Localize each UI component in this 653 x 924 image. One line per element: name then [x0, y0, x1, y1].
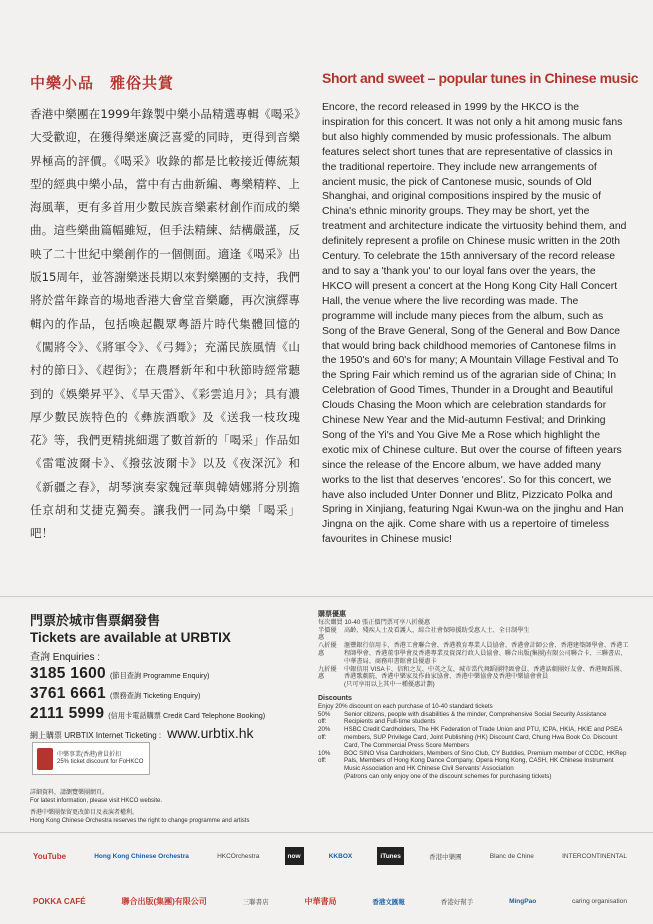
badge-line-en: 25% ticket discount for FoHKCO [57, 758, 144, 765]
joint-publishing-logo-icon: 三聯書店 [242, 898, 269, 906]
discount-heading-cn: 購票優惠 [318, 611, 346, 618]
hkco-logo-icon: 香港中樂團 [429, 853, 462, 861]
phone-number: 2111 5999 [30, 705, 105, 722]
discount-row: 20% off: HSBC Credit Cardholders, The HK Federation of Trade Union and PTU, ICPA, HKIA, HKIE and PSEA members, SUP Privilege Card, Joint Publishing (HK) Discount Card, Chung Hwa Book Co. Discount Card, The Commercial Press Score Members [318, 726, 622, 749]
sponsor-logos-row-2 [30, 892, 630, 910]
discount-row: (只可享用以上其中一種優惠計劃) [344, 681, 435, 689]
note-cn-1: 詳細資料，請瀏覽樂團網頁。 [30, 790, 109, 796]
discount-row: 50% off: Senior citizens, people with disabilities & the minder, Comprehensive Social Security Assistance Recipients and Full-time students [318, 710, 607, 726]
helper-logo-icon: 香港好幫手 [440, 898, 474, 906]
caring-organisation-logo-icon: caring organisation [572, 897, 627, 905]
discount-intro-en: Enjoy 20% discount on each purchase of 10-40 standard tickets [318, 702, 493, 710]
wenweipo-logo-icon: 香港文匯報 [372, 898, 405, 906]
youtube-logo-icon[interactable]: YouTube [33, 851, 67, 861]
facebook-logo-icon[interactable]: Hong Kong Chinese Orchestra [94, 852, 189, 860]
phone-note: (信用卡電話購票 Credit Card Telephone Booking) [108, 711, 266, 720]
mingpao-logo-icon: MingPao [509, 897, 537, 905]
enquiries-label: 查詢 Enquiries : [30, 652, 101, 663]
phone-note: (節目查詢 Programme Enquiry) [109, 671, 210, 680]
internet-label: 網上購票 URBTIX Internet Ticketing : [30, 731, 162, 740]
sup-logo-icon: 聯合出版(集團)有限公司 [121, 896, 207, 906]
discount-row: 半價優惠 高齡、殘疾人士及看護人、綜合社會保障援助受惠人士、全日制學生 [318, 626, 530, 642]
pokka-cafe-logo-icon: POKKA CAFÉ [33, 896, 86, 906]
chung-hwa-logo-icon: 中華書局 [304, 896, 337, 906]
chinese-title: 中樂小品 雅俗共賞 [30, 74, 175, 92]
tickets-heading-en: Tickets are available at URBTIX [30, 630, 231, 645]
phone-row [30, 685, 305, 703]
discount-info [318, 611, 630, 781]
badge-line-cn: 中樂事業(香港)會員折扣 [57, 751, 121, 758]
divider [0, 832, 653, 833]
discount-row: (Patrons can only enjoy one of the discount schemes for purchasing tickets) [344, 772, 552, 780]
intercontinental-logo-icon: INTERCONTINENTAL [562, 852, 627, 860]
phone-number: 3185 1600 [30, 665, 106, 682]
twitter-logo-icon[interactable]: HKCOrchestra [217, 852, 260, 860]
sponsor-logos-row-1 [30, 847, 630, 865]
discount-row: 八折優惠 滙豐銀行信用卡、香港工會聯合會、香港教育專業人員協會、香港會計師公會、香港建築師學會、香港工程師學會、香港董事學會及香港專業及資深行政人員協會、聯合出版(集團)有限公司聯合卡、三聯書店、中華書局、商務印書館會員優惠卡 [318, 642, 629, 665]
english-title: Short and sweet – popular tunes in Chinese music [322, 70, 639, 86]
chinese-body: 香港中樂團在1999年錄製中樂小品精選專輯《喝采》大受歡迎，在獲得樂迷廣泛喜愛的同時，更得到音樂界極高的評價。《喝采》收錄的都是比較接近傳統類型的經典中樂小品，當中有古曲新編、粵樂精粹、上海風華，更有多首用少數民族音樂素材創作而成的樂曲。這些樂曲篇幅雖短，但手法精練、結構嚴謹，反映了二十世紀中樂創作的一個側面。適逢《喝采》出版15周年，並答謝樂迷長期以來對樂團的支持，我們將於當年錄音的場地香港大會堂音樂廳，再次演繹專輯內的作品，包括喚起觀眾粵語片時代集體回憶的《闖將令》、《將軍令》、《弓舞》；充滿民族風情《山村的節日》、《趕街》；在農曆新年和中秋節時經常聽到的《娛樂昇平》、《旱天雷》、《彩雲追月》；具有濃厚少數民族特色的《彝族酒歌》及《送我一枝玫瑰花》等，我們更精挑細選了數首新的「喝采」作品如《雷電波爾卡》、《撥弦波爾卡》以及《夜深沉》和《新疆之春》，胡琴演奏家魏冠華與韓婧娜將分別擔任京胡和艾捷克獨奏。讓我們一同為中樂「喝采」吧！ [30, 107, 300, 541]
now-tv-logo-icon: now [285, 847, 304, 865]
note-en-1: For latest information, please visit HKCO website. [30, 797, 163, 804]
fohkco-logo-icon [37, 748, 53, 770]
internet-ticketing [30, 725, 305, 741]
divider [0, 596, 653, 597]
discount-row: 10% off: BOC SINO Visa Cardholders, Members of Sino Club, CY Buddies, Premium member of CCDC, HKRep Pals, Members of Hong Kong Dance Company, Opera Hong Kong, CASH, HK Chinese Instrument Music Association and HK Chinese Civil Servants' Association [318, 749, 627, 773]
kkbox-logo-icon: KKBOX [328, 852, 353, 860]
ticket-info [30, 610, 305, 741]
notes [30, 790, 300, 825]
friends-discount-badge [32, 742, 150, 775]
phone-row [30, 705, 305, 723]
phone-row [30, 665, 305, 683]
discount-intro-cn: 每次購買 10-40 張正價門票可享八折優惠 [318, 618, 431, 626]
tickets-heading-cn: 門票於城市售票網發售 [30, 614, 161, 629]
english-paragraph: Encore, the record released in 1999 by the HKCO is the inspiration for this concert. It was not only a hit among music fans but also highly commended by music professionals. The album features select short tunes that are representative of classics in the traditional repertoire. They include new arrangements of ancient music, the pick of Cantonese music, sounds of Old Shanghai, and original compositions inspired by the music of China's ethnic minority groups. They may be short, yet the treatment and architecture indicate the virtuosity behind them, and definitely represent a profile on Chinese music written in the 20th Century. To celebrate the 15th anniversary of the record release and to say a 'thank you' to our loyal fans over the years, the HKCO will present a concert at the Hong Kong City Hall Concert Hall, the venue where the live recording was made. The programme will include many pieces from the album, such as Song of the Brave General, Song of the General and Bow Dance that would bring back childhood memories of Cantonese films in the 1950's and 60's for many; A Mountain Village Festival and To the Spring Fair which remind us of the agrarian side of China; In Celebration of Good Times, Thunder in a Drought and Beautiful Clouds Chasing the Moon which are celebration standards for Chinese New Year and the Mid-autumn Festival; and Drinking Song of the Yi's and You Give Me a Rose which highlight the exotic mix of Chinese culture. But over the course of fifteen years since the release of the Encore album, we have added many works to the list that deserves 'encores'. So for this concert, we have also included Unter Donner und Blitz, Pizzicato Polka and Spring in Xinjiang, featuring Ngai Kwun-wa on the jinghu and Han Jingna on the ajik. Come share with us a repertoire of timeless favourites in Chinese music! [322, 102, 627, 546]
english-body [322, 101, 628, 548]
discount-row: 九折優惠 中銀信用 VISA卡、信和之友、中英之友、城市當代舞蹈團特級會員、香港話劇團好友會、香港舞蹈團、香港歌劇院、香港中樂家及作曲家協會、香港中樂協會及香港中樂協會會員 [318, 665, 626, 681]
note-en-2: Hong Kong Chinese Orchestra reserves the right to change programme and artists [30, 817, 250, 824]
note-cn-2: 香港中樂團保留更改節目及表演者權利。 [30, 810, 139, 817]
itunes-logo-icon: iTunes [377, 847, 403, 865]
discount-heading-en: Discounts [318, 694, 352, 702]
phone-number: 3761 6661 [30, 685, 106, 702]
blanc-de-chine-logo-icon: Blanc de Chine [489, 852, 534, 860]
urbtix-link[interactable]: www.urbtix.hk [167, 725, 254, 741]
phone-note: (票務查詢 Ticketing Enquiry) [109, 691, 201, 700]
